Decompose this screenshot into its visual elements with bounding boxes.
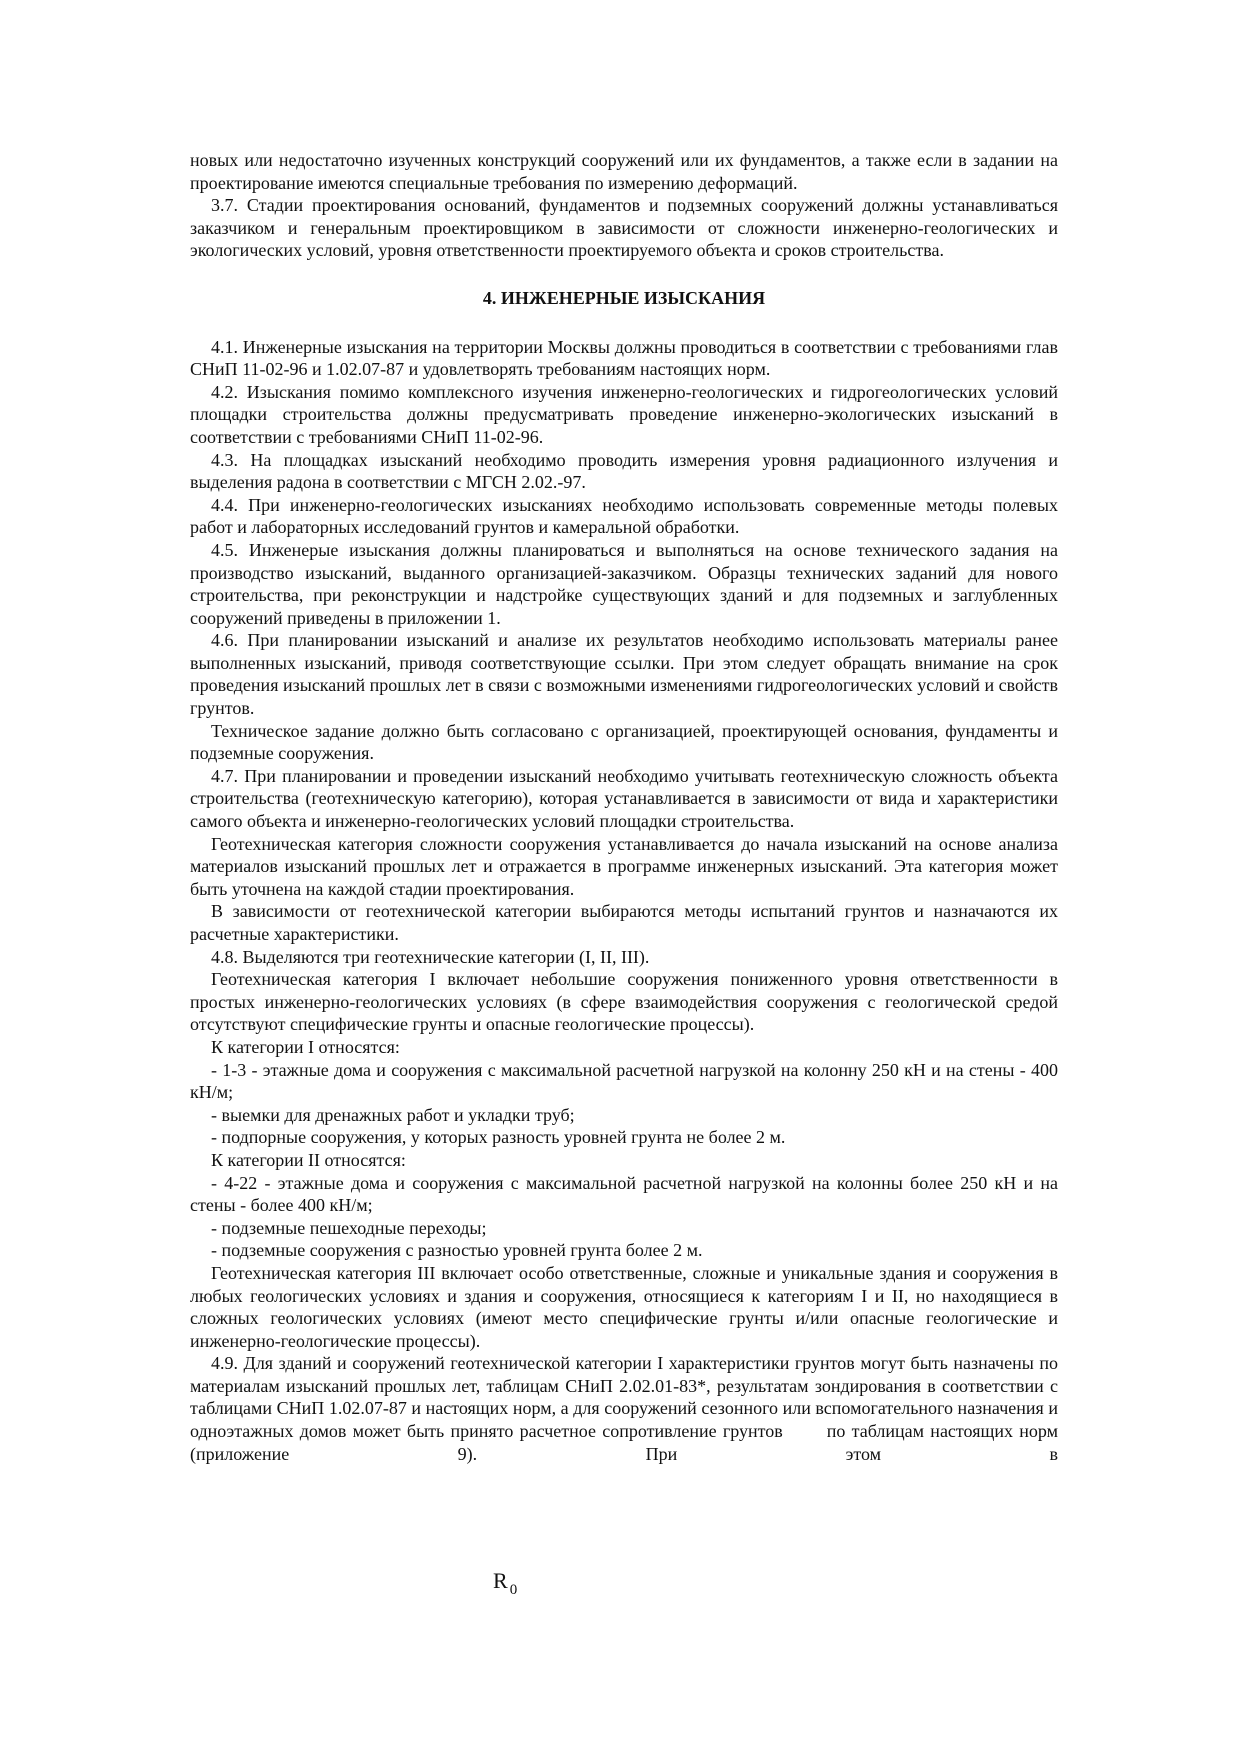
paragraph-category-2-list-title: К категории II относятся:	[211, 1149, 406, 1170]
document-page	[190, 149, 1058, 1465]
paragraph-4-9-text: 4.9. Для зданий и сооружений геотехнической категории I характеристики грунтов могут быть назначены по материалам изысканий прошлых лет, таблицам СНиП 2.02.01-83*, результатам зондирования в соответствии с таблицами СНиП 1.02.07-87 и настоящих норм, а для сооружений сезонного или вспомогательного назначения и одноэтажных домов может быть принято расчетное сопротивление грунтов	[190, 1353, 1058, 1442]
paragraph-4-9	[190, 1352, 1058, 1465]
list-item: - подпорные сооружения, у которых разность уровней грунта не более 2 м.	[211, 1127, 786, 1148]
paragraph-continuation: новых или недостаточно изученных конструкций сооружений или их фундаментов, а также если в задании на проектирование имеются специальные требования по измерению деформаций.	[190, 150, 1058, 193]
paragraph-4-8: 4.8. Выделяются три геотехнические категории (I, II, III).	[211, 946, 650, 967]
list-item: - подземные пешеходные переходы;	[211, 1217, 487, 1238]
section-title: 4. ИНЖЕНЕРНЫЕ ИЗЫСКАНИЯ	[482, 287, 766, 308]
list-item: - 1-3 - этажные дома и сооружения с максимальной расчетной нагрузкой на колонну 250 кН и на стены - 400 кН/м;	[190, 1059, 1058, 1103]
paragraph-geotech-category: Геотехническая категория сложности сооружения устанавливается до начала изысканий на основе анализа материалов изысканий прошлых лет и отражается в программе инженерных изысканий. Эта категория может быть уточнена на каждой стадии проектирования.	[190, 833, 1058, 899]
paragraph-4-3: 4.3. На площадках изысканий необходимо проводить измерения уровня радиационного излучения и выделения радона в соответствии с МГСН 2.02.-97.	[190, 449, 1058, 493]
paragraph-test-methods: В зависимости от геотехнической категории выбираются методы испытаний грунтов и назначаются их расчетные характеристики.	[190, 901, 1058, 944]
paragraph-4-5: 4.5. Инженерые изыскания должны планироваться и выполняться на основе технического задания на производство изысканий, выданного организацией-заказчиком. Образцы технических заданий для нового строительства, при реконструкции и надстройке существующих зданий и для подземных и заглубленных сооружений приведены в приложении 1.	[190, 539, 1058, 628]
paragraph-4-1: 4.1. Инженерные изыскания на территории Москвы должны проводиться в соответствии с требованиями глав СНиП 11-02-96 и 1.02.07-87 и удовлетворять требованиям настоящих норм.	[190, 336, 1058, 380]
paragraph-3-7: 3.7. Стадии проектирования оснований, фундаментов и подземных сооружений должны устанавливаться заказчиком и генеральным проектировщиком в зависимости от сложности инженерно-геологических и экологических условий, уровня ответственности проектируемого объекта и сроков строительства.	[190, 195, 1058, 261]
list-item: - 4-22 - этажные дома и сооружения с максимальной расчетной нагрузкой на колонны более 250 кН и на стены - более 400 кН/м;	[190, 1172, 1058, 1216]
paragraph-4-4: 4.4. При инженерно-геологических изысканиях необходимо использовать современные методы полевых работ и лабораторных исследований грунтов и камеральной обработки.	[190, 494, 1058, 538]
formula-r0	[493, 1568, 518, 1598]
paragraph-4-2: 4.2. Изыскания помимо комплексного изучения инженерно-геологических и гидрогеологических условий площадки строительства должны предусматривать проведение инженерно-экологических изысканий в соответствии с требованиями СНиП 11-02-96.	[190, 381, 1058, 447]
paragraph-4-7: 4.7. При планировании и проведении изысканий необходимо учитывать геотехническую сложность объекта строительства (геотехническую категорию), которая устанавливается в зависимости от вида и характеристики самого объекта и инженерно-геологических условий площадки строительства.	[190, 765, 1058, 832]
paragraph-tech-assignment: Техническое задание должно быть согласовано с организацией, проектирующей основания, фундаменты и подземные сооружения.	[190, 720, 1058, 764]
list-item: - подземные сооружения с разностью уровней грунта более 2 м.	[211, 1240, 703, 1261]
paragraph-4-9-continuation: по таблицам настоящих норм (приложение 9). При этом в	[190, 1421, 1058, 1464]
paragraph-category-3: Геотехническая категория III включает особо ответственные, сложные и уникальные здания и сооружения в любых геологических условиях и здания и сооружения, относящиеся к категориям I и II, но находящиеся в сложных геологических условиях (имеют место специфические грунты и/или опасные геологические и инженерно-геологические процессы).	[190, 1262, 1058, 1351]
formula-symbol: R	[493, 1568, 508, 1593]
list-item: - выемки для дренажных работ и укладки труб;	[211, 1104, 575, 1125]
formula-subscript: 0	[509, 1582, 518, 1598]
paragraph-category-1: Геотехническая категория I включает небольшие сооружения пониженного уровня ответственности в простых инженерно-геологических условиях (в сфере взаимодействия сооружения с геологической средой отсутствуют специфические грунты и опасные геологические процессы).	[190, 969, 1058, 1035]
paragraph-4-6: 4.6. При планировании изысканий и анализе их результатов необходимо использовать материалы ранее выполненных изысканий, приводя соответствующие ссылки. При этом следует обращать внимание на срок проведения изысканий прошлых лет в связи с возможными изменениями гидрогеологических условий и свойств грунтов.	[190, 630, 1058, 719]
paragraph-category-1-list-title: К категории I относятся:	[211, 1036, 400, 1057]
